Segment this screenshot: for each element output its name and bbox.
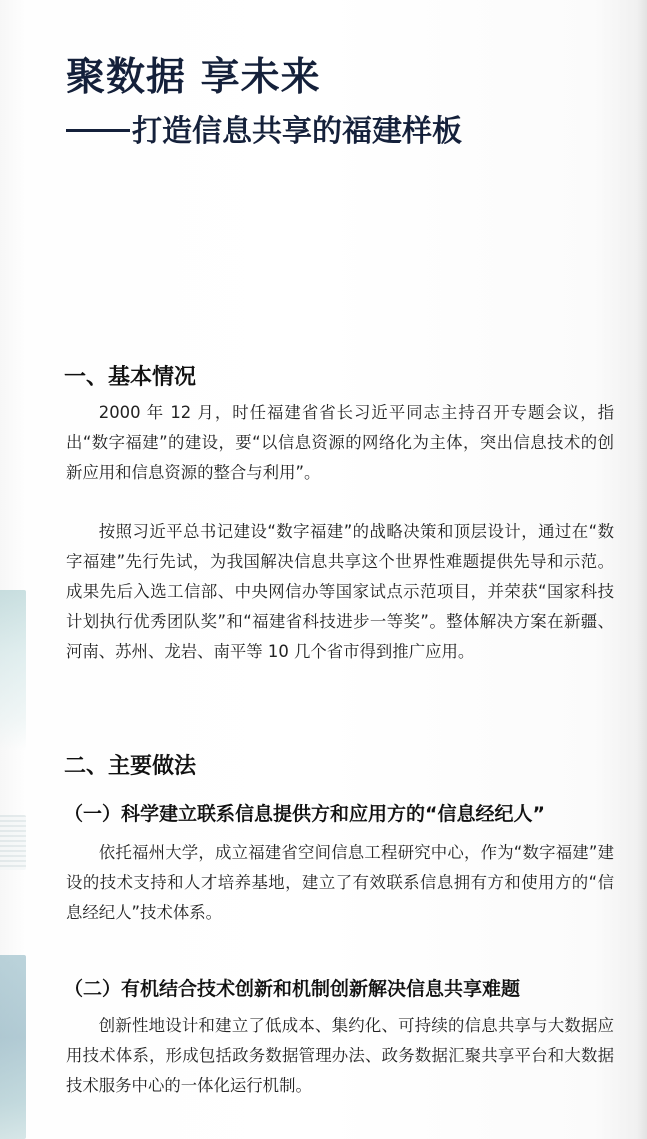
- em-dash-rule: [66, 129, 130, 132]
- page-title: 聚数据 享未来: [66, 55, 321, 100]
- subsection-heading-2: （二）有机结合技术创新和机制创新解决信息共享难题: [64, 978, 521, 1000]
- subtitle-text: 打造信息共享的福建样板: [132, 114, 462, 149]
- paragraph-basic-1: 2000 年 12 月，时任福建省省长习近平同志主持召开专题会议，指出“数字福建”的建设，要“以信息资源的网络化为主体，突出信息技术的创新应用和信息资源的整合与利用”。: [66, 403, 614, 482]
- subsection-heading-1: （一）科学建立联系信息提供方和应用方的“信息经纪人”: [64, 803, 545, 825]
- paragraph-basic-2: 按照习近平总书记建设“数字福建”的战略决策和顶层设计，通过在“数字福建”先行先试，为我国解决信息共享这个世界性难题提供先导和示范。成果先后入选工信部、中央网信办等国家试点示范项目，并荣获“国家科技计划执行优秀团队奖”和“福建省科技进步一等奖”。整体解决方案在新疆、河南、苏州、龙岩、南平等 10 几个省市得到推广应用。: [66, 522, 614, 661]
- edge-photo-fragment: [0, 815, 26, 870]
- edge-photo-fragment: [0, 955, 26, 1139]
- paragraph-subsection-2: 创新性地设计和建立了低成本、集约化、可持续的信息共享与大数据应用技术体系，形成包括政务数据管理办法、政务数据汇聚共享平台和大数据技术服务中心的一体化运行机制。: [66, 1016, 614, 1095]
- edge-photo-fragment: [0, 590, 26, 750]
- paragraph-subsection-1: 依托福州大学，成立福建省空间信息工程研究中心，作为“数字福建”建设的技术支持和人才培养基地，建立了有效联系信息拥有方和使用方的“信息经纪人”技术体系。: [66, 843, 614, 922]
- page-subtitle: [66, 114, 462, 149]
- section-heading-main-practices: 二、主要做法: [64, 754, 197, 779]
- section-heading-basic-situation: 一、基本情况: [64, 365, 197, 390]
- page-edge-shadow: [637, 0, 647, 1139]
